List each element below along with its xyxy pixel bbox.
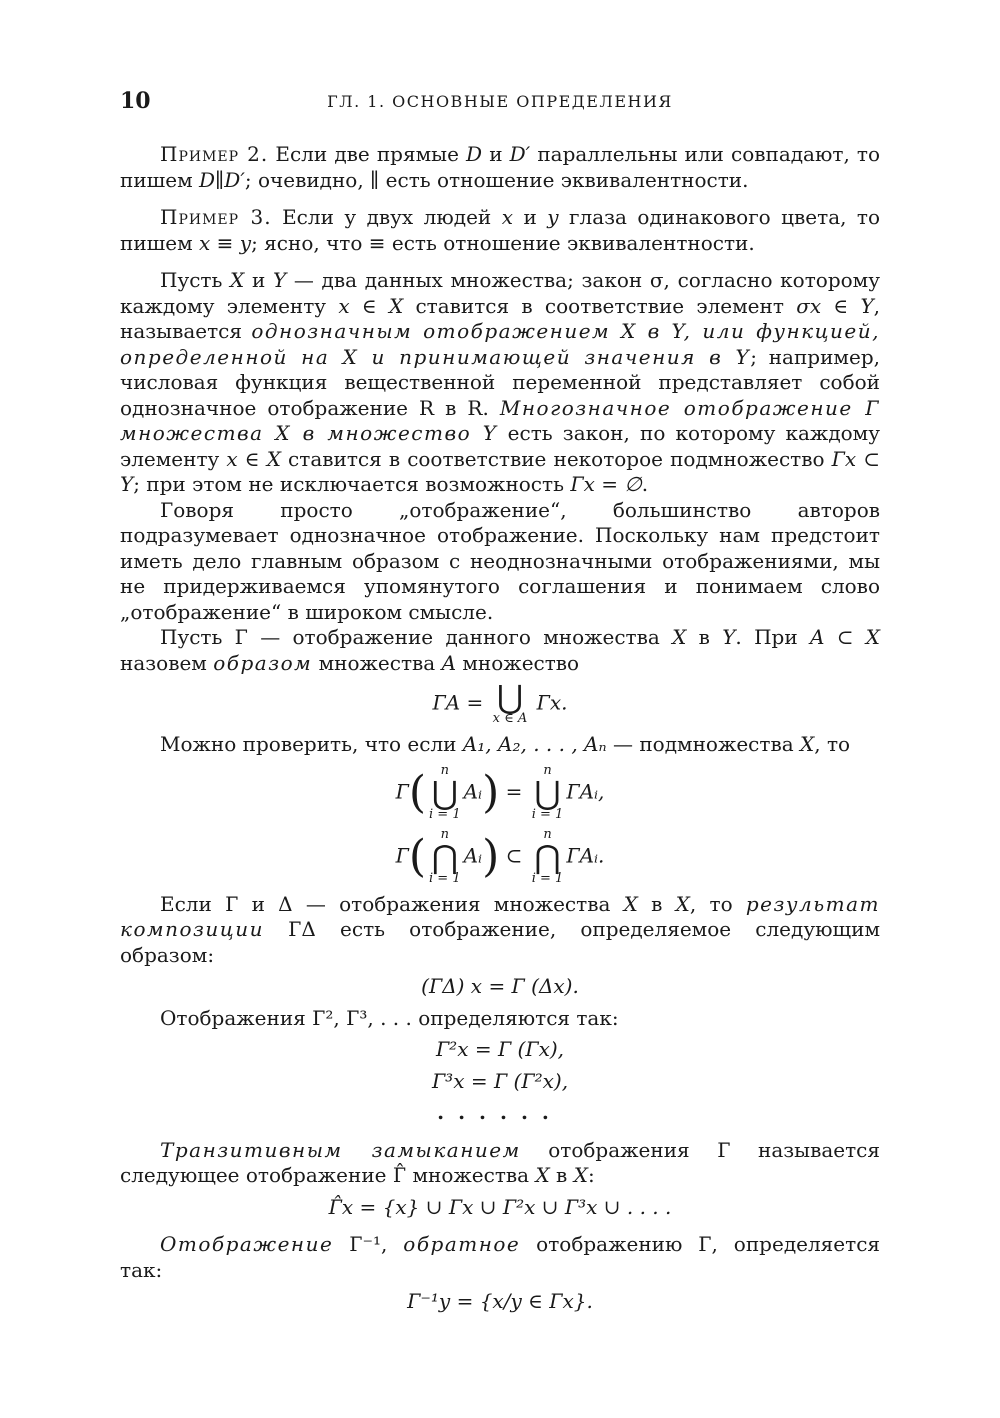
term-image: образом xyxy=(213,650,313,675)
paragraph-check: Можно проверить, что если A₁, A₂, . . . , Aₙ — подмножества X, то xyxy=(160,732,851,756)
paragraph-mapping-definition: Пусть X и Y — два данных множества; закон σ, согласно которому каждому элементу x ∈ X ставится в соответствие элемент σx ∈ Y, называется однозначным отображением X в Y, или функцией, определенной на X и принимающей значения в Y; например, числовая функция вещественной переменной представляет собой однозначное отображение R в R. Многозначное отображение Г множества X в множество Y есть закон, по которому каждому элементу x ∈ X ставится в соответствие некоторое подмножество Гx ⊂ Y; при этом не исключается возможность Гx = ∅. xyxy=(120,268,881,496)
example-3-label: Пример 3. xyxy=(160,205,272,229)
term-single-valued-mapping: однозначным отображением X в Y, или функцией, определенной на X и принимающей значения в Y xyxy=(120,319,881,369)
running-title: ГЛ. 1. ОСНОВНЫЕ ОПРЕДЕЛЕНИЯ xyxy=(327,92,673,111)
equation-composition: (ГΔ) x = Г (Δx). xyxy=(421,974,579,998)
equation-union: Г( n ⋃ i = 1 Aᵢ) = n ⋃ i = 1 ГAᵢ, xyxy=(395,762,605,822)
equation-inverse: Г⁻¹y = {x/y ∈ Гx}. xyxy=(407,1289,593,1313)
paragraph-closure: Транзитивным замыканием отображения Г называется следующее отображение Г̂ множества X в X: xyxy=(120,1137,880,1187)
equation-closure: Г̂x = {x} ∪ Гx ∪ Г²x ∪ Г³x ∪ . . . . xyxy=(328,1194,672,1219)
paragraph-image-definition: Пусть Г — отображение данного множества X в Y. При A ⊂ X назовем образом множества A множество xyxy=(120,625,880,675)
parallel-expression: D∥D′ xyxy=(199,167,245,192)
union-operator: ⋃ x ∈ A xyxy=(492,678,528,726)
term-transitive-closure: Транзитивным замыканием xyxy=(160,1137,521,1162)
term-inverse: обратное xyxy=(403,1232,521,1256)
union-operator: n ⋃ i = 1 xyxy=(429,762,461,822)
example-3: Пример 3. Если у двух людей x и y глаза одинакового цвета, то пишем x ≡ y; ясно, что ≡ есть отношение эквивалентности. xyxy=(120,205,881,255)
intersection-operator: n ⋂ i = 1 xyxy=(429,826,461,886)
example-2: Пример 2. Если две прямые D и D′ параллельны или совпадают, то пишем D∥D′; очевидно, ∥ есть отношение эквивалентности. xyxy=(120,142,881,192)
paragraph-composition: Если Г и Δ — отображения множества X в X, то результат композиции ГΔ есть отображение, определяемое следующим образом: xyxy=(120,891,880,967)
paragraph-simply-mapping: Говоря просто „отображение“, большинство авторов подразумевает однозначное отображение. Поскольку нам предстоит иметь дело главным образом с неоднозначными отображениями, мы не придерживаемся упомянутого соглашения и понимаем слово „отображение“ в широком смысле. xyxy=(120,497,880,624)
ellipsis-row: ...... xyxy=(437,1100,563,1124)
term-composition: результат композиции xyxy=(120,891,880,941)
example-2-label: Пример 2. xyxy=(160,142,269,166)
page-header xyxy=(120,88,880,118)
term-mapping: Отображение xyxy=(160,1232,334,1256)
intersection-operator: n ⋂ i = 1 xyxy=(531,826,564,886)
page-body xyxy=(120,142,880,1321)
paragraph-inverse: Отображение Г⁻¹, обратное отображению Г, определяется так: xyxy=(120,1232,881,1282)
equation-power-3: Г³x = Г (Г²x), xyxy=(431,1068,569,1093)
equation-intersection: Г( n ⋂ i = 1 Aᵢ) ⊂ n ⋂ i = 1 ГAᵢ. xyxy=(395,826,605,886)
equation-image: ГA = ⋃ x ∈ A Гx. xyxy=(432,678,568,726)
page-number: 10 xyxy=(120,88,151,114)
paragraph-powers: Отображения Г², Г³, . . . определяются так: xyxy=(160,1005,619,1030)
equation-power-2: Г²x = Г (Гx), xyxy=(435,1037,565,1061)
union-operator: n ⋃ i = 1 xyxy=(531,762,564,822)
term-multivalued-mapping: Многозначное отображение Г множества X в множество Y xyxy=(120,395,880,445)
equivalence-expression: x ≡ y xyxy=(199,230,252,255)
